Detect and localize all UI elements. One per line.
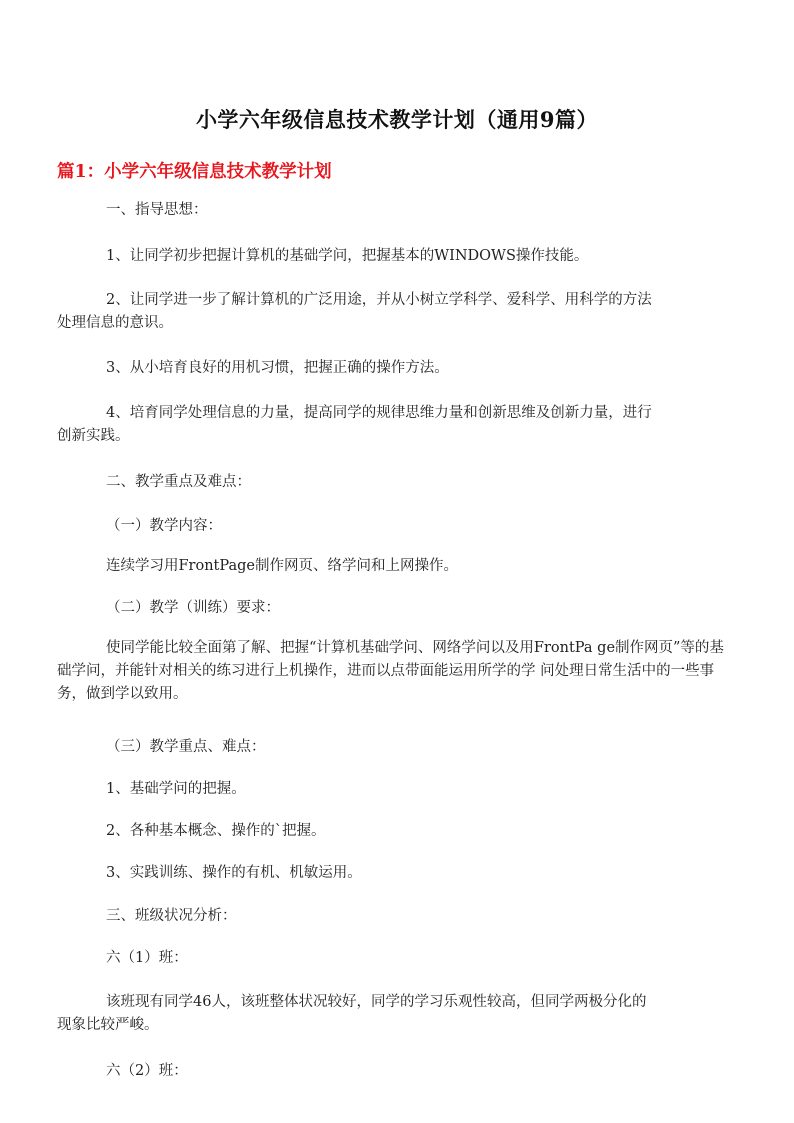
subheading-key-points: （三）教学重点、难点： xyxy=(106,739,266,755)
subheading-teaching-requirements: （二）教学（训练）要求： xyxy=(106,600,280,616)
paragraph-item-1: 1、让同学初步把握计算机的基础学问，把握基本的WINDOWS操作技能。 xyxy=(106,248,589,264)
paragraph-key-2: 2、各种基本概念、操作的`把握。 xyxy=(106,823,326,839)
paragraph-key-3: 3、实践训练、操作的有机、机敏运用。 xyxy=(106,865,362,881)
paragraph-class-six-one: 该班现有同学46人，该班整体状况较好，同学的学习乐观性较高，但同学两极分化的现象比较严峻。 xyxy=(57,994,647,1033)
class-six-one-label: 六（1）班： xyxy=(106,950,188,966)
heading-guiding-ideology: 一、指导思想： xyxy=(106,202,208,218)
subheading-teaching-content: （一）教学内容： xyxy=(106,518,222,534)
paragraph-item-4: 4、培育同学处理信息的力量，提高同学的规律思维力量和创新思维及创新力量，进行创新实践。 xyxy=(57,405,652,444)
paragraph-key-1: 1、基础学问的把握。 xyxy=(106,781,246,797)
paragraph-frontpage: 连续学习用FrontPage制作网页、络学问和上网操作。 xyxy=(106,558,458,574)
document-title: 小学六年级信息技术教学计划（通用9篇） xyxy=(195,107,599,132)
paragraph-item-3: 3、从小培育良好的用机习惯，把握正确的操作方法。 xyxy=(106,360,449,376)
section-heading: 篇1：小学六年级信息技术教学计划 xyxy=(57,162,332,182)
heading-class-analysis: 三、班级状况分析： xyxy=(106,908,237,924)
heading-teaching-focus: 二、教学重点及难点： xyxy=(106,474,251,490)
class-six-two-label: 六（2）班： xyxy=(106,1063,188,1079)
paragraph-requirements: 使同学能比较全面第了解、把握“计算机基础学问、网络学问以及用FrontPa ge制作网页”等的基础学问，并能针对相关的练习进行上机操作，进而以点带面能运用所学的学 问处理日常生活中的一些事务，做到学以致用。 xyxy=(57,640,724,702)
paragraph-item-2: 2、让同学进一步了解计算机的广泛用途，并从小树立学科学、爱科学、用科学的方法处理信息的意识。 xyxy=(57,292,652,331)
